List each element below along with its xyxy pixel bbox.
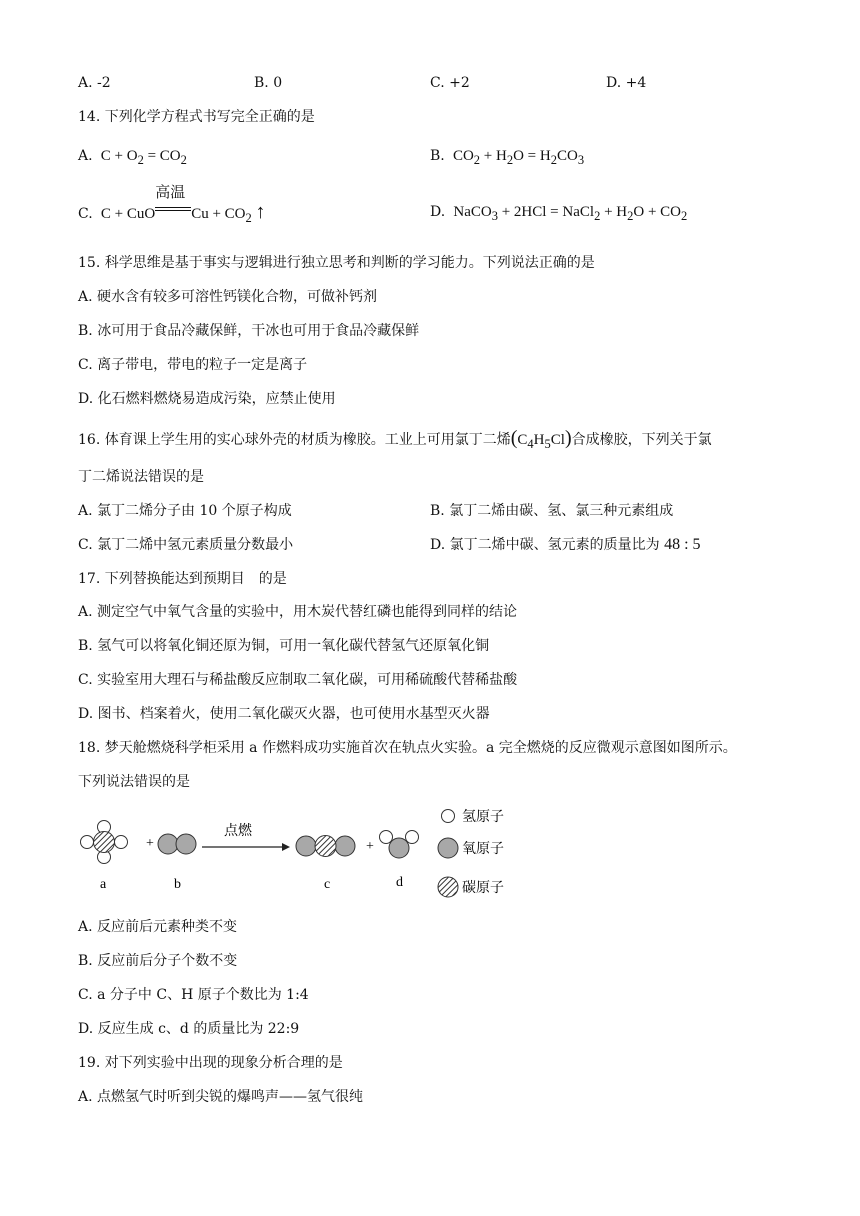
q16-option-d <box>430 535 701 555</box>
carbon-atom <box>315 836 336 857</box>
reaction-arrow <box>202 843 290 851</box>
option-label: A. <box>78 148 93 164</box>
q18-option-b: B. 反应前后分子个数不变 <box>78 953 238 969</box>
legend-carbon-icon <box>438 877 458 897</box>
q13-option-c: C. +2 <box>430 75 470 91</box>
hydrogen-atom <box>115 836 128 849</box>
oxygen-atom <box>176 834 196 854</box>
oxygen-atom <box>296 836 316 856</box>
q14-stem: 14. 下列化学方程式书写完全正确的是 <box>78 109 315 125</box>
legend-oxygen-label: 氧原子 <box>462 841 504 857</box>
reaction-svg <box>76 802 536 902</box>
q16-stem-post: 合成橡胶，下列关于氯 <box>571 432 712 448</box>
q14-option-d <box>430 202 687 226</box>
q17-option-b: B. 氢气可以将氧化铜还原为铜，可用一氧化碳代替氢气还原氧化铜 <box>78 638 490 654</box>
q16-option-c: C. 氯丁二烯中氢元素质量分数最小 <box>78 537 294 553</box>
molecule-c <box>296 836 355 857</box>
q15-option-a: A. 硬水含有较多可溶性钙镁化合物，可做补钙剂 <box>78 289 378 305</box>
plus-sign: + <box>366 839 374 854</box>
legend <box>438 809 504 897</box>
equation-b: $CO_2 + H_2O = H_2CO_3$ <box>449 148 585 167</box>
q17-option-d: D. 图书、档案着火，使用二氧化碳灭火器，也可使用水基型灭火器 <box>78 706 490 722</box>
legend-hydrogen-label: 氢原子 <box>462 809 504 825</box>
carbon-atom <box>94 832 115 853</box>
q13-option-b: B. 0 <box>254 75 283 91</box>
option-label: D. <box>430 204 446 220</box>
reaction-microscopic-diagram <box>76 802 536 902</box>
q18-option-c: C. a 分子中 C、H 原子个数比为 1:4 <box>78 987 309 1003</box>
ignition-label: 点燃 <box>224 823 252 839</box>
option-label: C. <box>78 206 93 222</box>
q19-option-a: A. 点燃氢气时听到尖锐的爆鸣声——氢气很纯 <box>78 1089 364 1105</box>
label-a: a <box>100 877 107 892</box>
q17-stem: 17. 下列替换能达到预期目 的是 <box>78 571 287 587</box>
q16-option-b: B. 氯丁二烯由碳、氢、氯三种元素组成 <box>430 503 674 519</box>
q16-stem <box>78 428 712 454</box>
hydrogen-atom <box>380 831 393 844</box>
q17-option-a: A. 测定空气中氧气含量的实验中，用木炭代替红磷也能得到同样的结论 <box>78 604 518 620</box>
q18-option-d: D. 反应生成 c、d 的质量比为 22:9 <box>78 1021 300 1037</box>
option-label: B. <box>430 148 445 164</box>
q15-option-c: C. 离子带电，带电的粒子一定是离子 <box>78 357 308 373</box>
q15-option-d: D. 化石燃料燃烧易造成污染，应禁止使用 <box>78 391 336 407</box>
q15-stem: 15. 科学思维是基于事实与逻辑进行独立思考和判断的学习能力。下列说法正确的是 <box>78 255 595 271</box>
oxygen-atom <box>389 838 409 858</box>
q13-option-a: A. -2 <box>78 75 111 91</box>
chloroprene-formula: $(C_4H_5Cl)$ <box>510 427 572 451</box>
label-b: b <box>174 877 181 892</box>
molecule-b <box>158 834 196 854</box>
q18-stem-line2: 下列说法错误的是 <box>78 774 190 790</box>
q16-option-a: A. 氯丁二烯分子由 10 个原子构成 <box>78 503 292 519</box>
legend-hydrogen-icon <box>442 810 455 823</box>
reaction-condition <box>155 185 191 218</box>
q14-option-b <box>430 146 584 170</box>
oxygen-atom <box>335 836 355 856</box>
condition-text: 高温 <box>155 185 186 201</box>
equation-a: $C + O_2 = CO_2$ <box>97 148 187 167</box>
legend-carbon-label: 碳原子 <box>462 880 504 896</box>
q14-option-c <box>78 185 266 228</box>
q16-stem-line2: 丁二烯说法错误的是 <box>78 469 204 485</box>
hydrogen-atom <box>81 836 94 849</box>
equation-d: NaCO$_3$ + 2HCl = NaCl$_2$ + $H_2O + CO_2$ <box>449 204 688 223</box>
hydrogen-atom <box>406 831 419 844</box>
plus-sign: + <box>146 836 154 851</box>
q17-option-c: C. 实验室用大理石与稀盐酸反应制取二氧化碳，可用稀硫酸代替稀盐酸 <box>78 672 518 688</box>
molecule-d <box>380 831 419 859</box>
label-d: d <box>396 875 403 890</box>
oxygen-atom <box>158 834 178 854</box>
equation-c: C + CuO 高温 $Cu + CO_2$ ↑ <box>97 185 266 225</box>
q14-option-a <box>78 146 187 170</box>
q16-stem-pre: 16. 体育课上学生用的实心球外壳的材质为橡胶。工业上可用氯丁二烯 <box>78 432 511 448</box>
mass-ratio: 48 : 5 <box>664 536 701 553</box>
q15-option-b: B. 冰可用于食品冷藏保鲜，干冰也可用于食品冷藏保鲜 <box>78 323 420 339</box>
molecule-a <box>81 821 128 864</box>
q18-stem: 18. 梦天舱燃烧科学柜采用 a 作燃料成功实施首次在轨点火实验。a 完全燃烧的反应微观示意图如图所示。 <box>78 740 737 756</box>
legend-oxygen-icon <box>438 838 458 858</box>
q13-option-d: D. +4 <box>606 75 647 91</box>
q18-option-a: A. 反应前后元素种类不变 <box>78 919 238 935</box>
q19-stem: 19. 对下列实验中出现的现象分析合理的是 <box>78 1055 343 1071</box>
label-c: c <box>324 877 331 892</box>
q16-option-d-text: D. 氯丁二烯中碳、氢元素的质量比为 <box>430 537 660 553</box>
